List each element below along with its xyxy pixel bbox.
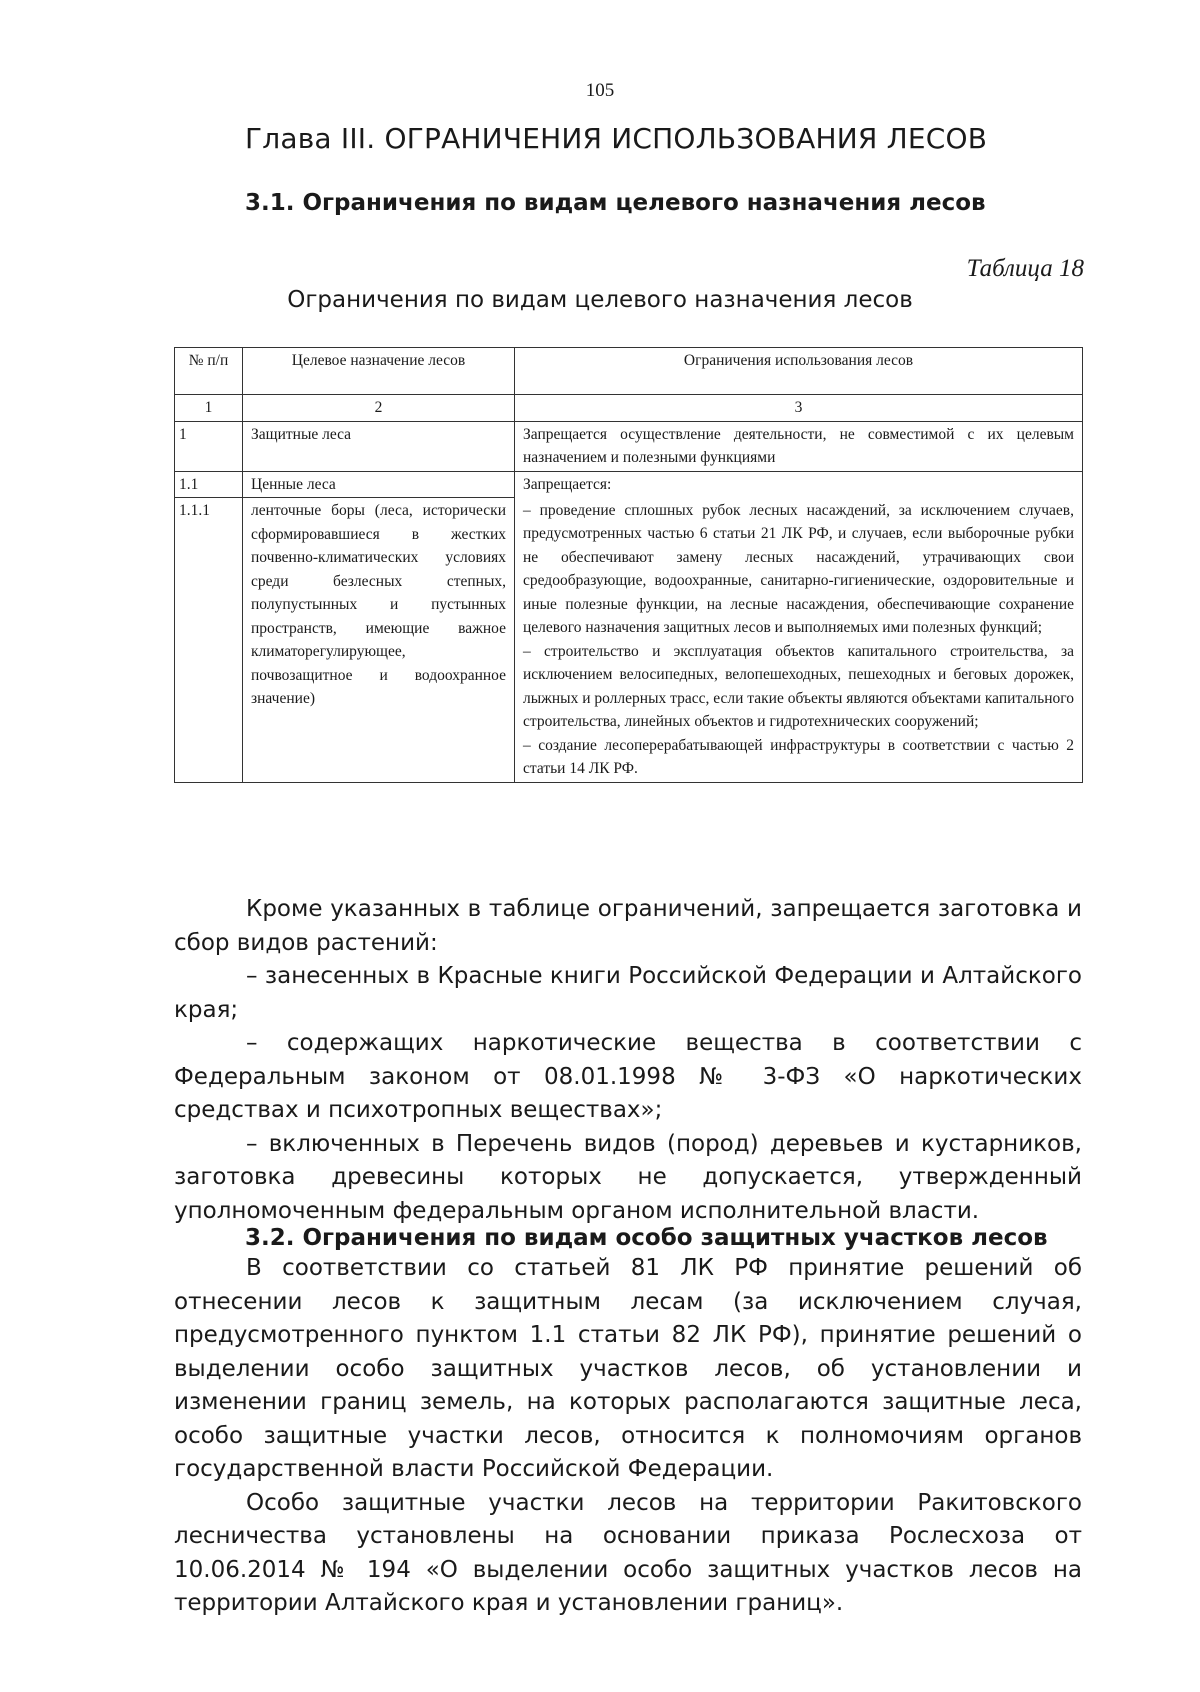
row-restriction-list (515, 498, 1083, 783)
row-restriction: Запрещается осуществление деятельности, не совместимой с их целевым назначением и полезными функциями (515, 421, 1083, 471)
section-3-1-text (174, 893, 1082, 1228)
row-restriction: Запрещается: (515, 471, 1083, 498)
table-row (175, 498, 1083, 783)
table-label: Таблица 18 (966, 255, 1084, 282)
restriction-item: – создание лесоперерабатывающей инфраструктуры в соответствии с частью 2 статьи 14 ЛК РФ. (523, 736, 1074, 777)
header-restriction: Ограничения использования лесов (515, 348, 1083, 395)
page-number: 105 (585, 80, 615, 101)
table-column-numbers-row (175, 395, 1083, 422)
table-header-row (175, 348, 1083, 395)
chapter-title: Глава III. ОГРАНИЧЕНИЯ ИСПОЛЬЗОВАНИЯ ЛЕСОВ (245, 122, 988, 155)
column-number: 2 (243, 395, 515, 422)
paragraph: В соответствии со статьей 81 ЛК РФ принятие решений об отнесении лесов к защитным лесам (за исключением случая, предусмотренного пунктом 1.1 статьи 82 ЛК РФ), принятие решений о выделении особо защитных участков лесов, об установлении и изменении границ земель, на которых располагаются защитные леса, особо защитные участки лесов, относится к полномочиям органов государственной власти Российской Федерации. (174, 1255, 1082, 1482)
section-3-1-title: 3.1. Ограничения по видам целевого назначения лесов (245, 190, 986, 216)
paragraph: Особо защитные участки лесов на территории Ракитовского лесничества установлены на основании приказа Рослесхоза от 10.06.2014 № 194 «О выделении особо защитных участков лесов на территории Алтайского края и установлении границ». (174, 1489, 1082, 1616)
restrictions-table (174, 347, 1083, 783)
column-number: 3 (515, 395, 1083, 422)
paragraph: – включенных в Перечень видов (пород) деревьев и кустарников, заготовка древесины которых не допускается, утвержденный уполномоченным федеральным органом исполнительной власти. (174, 1130, 1082, 1224)
table-row (175, 421, 1083, 471)
header-num: № п/п (175, 348, 243, 395)
row-num: 1 (175, 421, 243, 471)
row-purpose: ленточные боры (леса, исторически сформировавшиеся в жестких почвенно-климатических условиях среди безлесных степных, полупустынных и пустынных пространств, имеющие важное климаторегулирующее, почвозащитное и водоохранное значение) (243, 498, 515, 783)
paragraph: – содержащих наркотические вещества в соответствии с Федеральным законом от 08.01.1998 № 3-ФЗ «О наркотических средствах и психотропных веществах»; (174, 1030, 1082, 1123)
paragraph: – занесенных в Красные книги Российской Федерации и Алтайского края; (174, 963, 1082, 1023)
restriction-item: – проведение сплошных рубок лесных насаждений, за исключением случаев, предусмотренных частью 6 статьи 21 ЛК РФ, и случаев, если выборочные рубки не обеспечивают замену лесных насаждений, утрачивающих свои средообразующие, водоохранные, санитарно-гигиенические, оздоровительные и иные полезные функции, на лесные насаждения, обеспечивающие сохранение целевого назначения защитных лесов и выполняемых ими полезных функций; (523, 501, 1074, 636)
row-num: 1.1.1 (175, 498, 243, 783)
row-purpose: Защитные леса (243, 421, 515, 471)
section-3-2-text (174, 1252, 1082, 1621)
restriction-item: – строительство и эксплуатация объектов капитального строительства, за исключением велосипедных, велопешеходных, пешеходных и беговых дорожек, лыжных и роллерных трасс, если такие объекты являются объектами капитального строительства, линейных объектов и гидротехнических сооружений; (523, 642, 1074, 730)
paragraph: Кроме указанных в таблице ограничений, запрещается заготовка и сбор видов растений: (174, 896, 1082, 956)
column-number: 1 (175, 395, 243, 422)
table-caption: Ограничения по видам целевого назначения лесов (287, 287, 913, 313)
row-purpose: Ценные леса (243, 471, 515, 498)
header-purpose: Целевое назначение лесов (243, 348, 515, 395)
table-row (175, 471, 1083, 498)
section-3-2-title: 3.2. Ограничения по видам особо защитных участков лесов (245, 1225, 1048, 1251)
row-num: 1.1 (175, 471, 243, 498)
